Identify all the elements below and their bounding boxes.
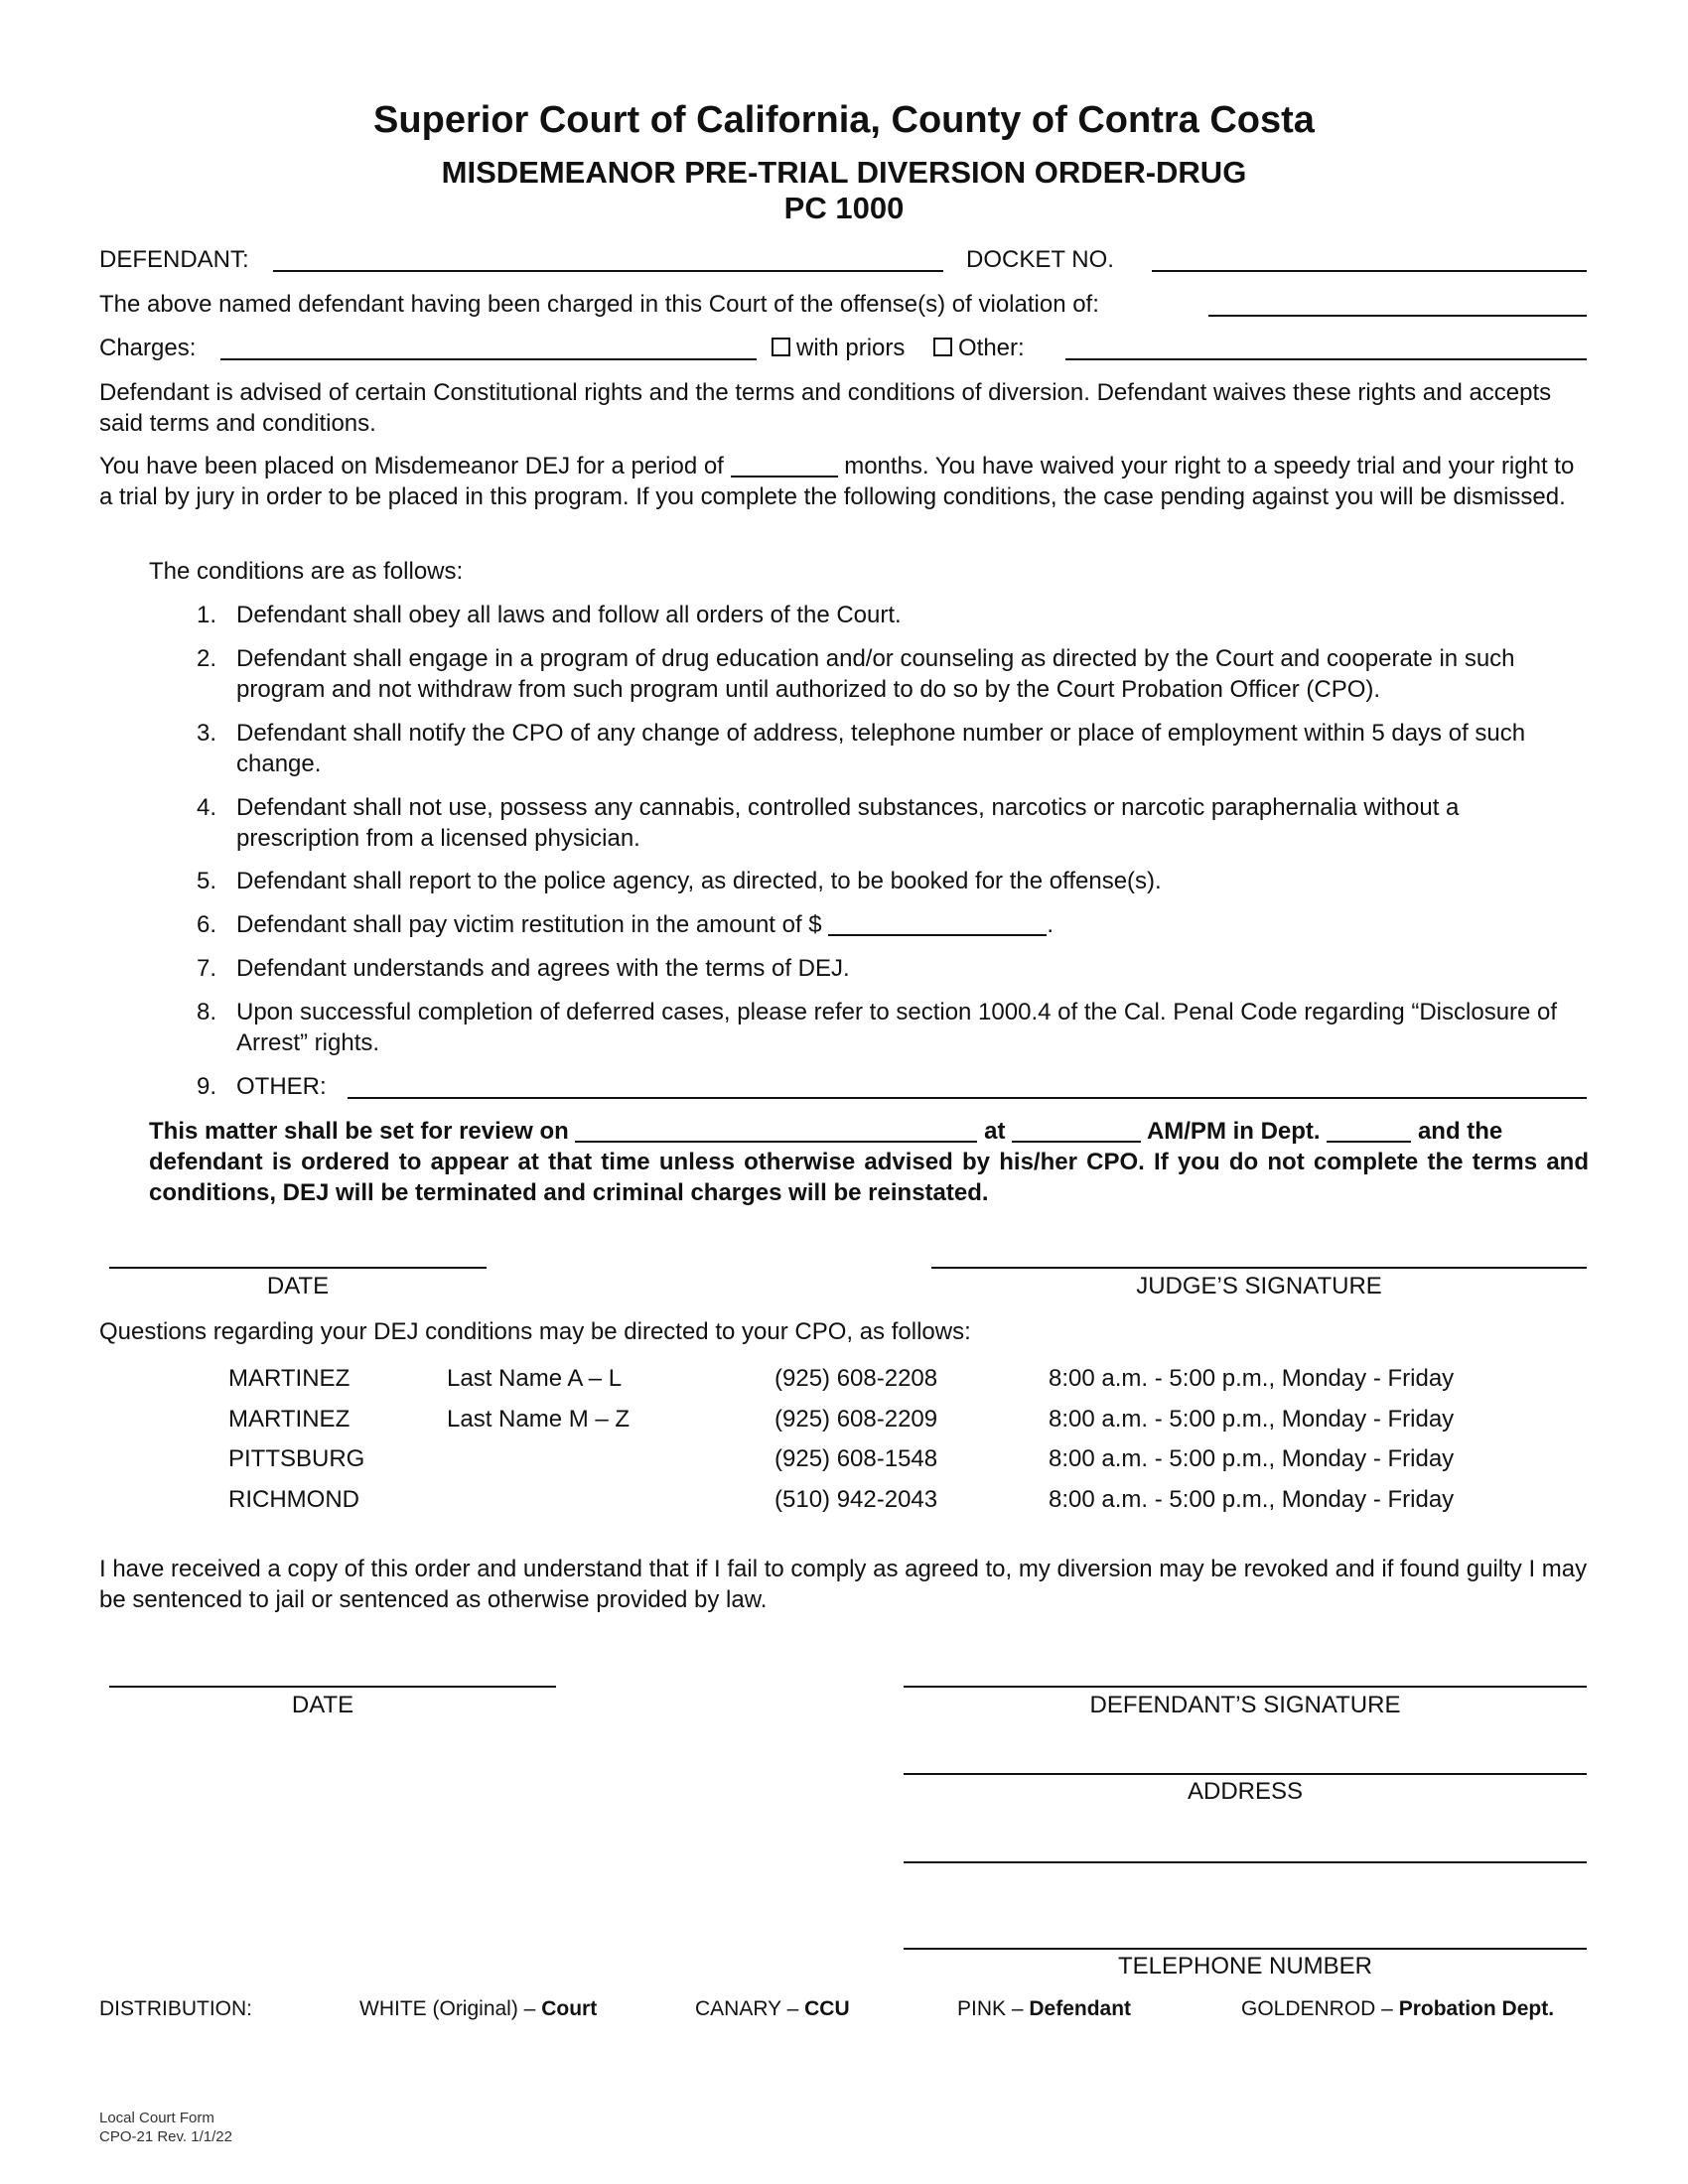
judge-signature-line[interactable] xyxy=(931,1267,1587,1269)
period-prefix: You have been placed on Misdemeanor DEJ for a period of xyxy=(99,453,724,479)
defendant-signature-label: DEFENDANT’S SIGNATURE xyxy=(1089,1692,1401,1718)
distribution-canary-recipient: CCU xyxy=(804,1997,850,2020)
period-paragraph xyxy=(99,451,1589,512)
distribution-pink-copy: PINK – xyxy=(957,1997,1024,2020)
form-name: Local Court Form xyxy=(99,2110,214,2126)
cpo-hours: 8:00 a.m. - 5:00 p.m., Monday - Friday xyxy=(1049,1406,1455,1433)
cpo-office: MARTINEZ xyxy=(228,1365,351,1392)
condition-number: 5. xyxy=(196,868,216,894)
judge-signature-label: JUDGE’S SIGNATURE xyxy=(1136,1273,1382,1299)
condition-text: Defendant shall engage in a program of drug education and/or counseling as directed by the Court and cooperate in such program and not withdraw from such program until authorized to do so by the Court Probation Officer (CPO). xyxy=(236,645,1515,703)
condition-text: Defendant shall obey all laws and follow all orders of the Court. xyxy=(236,602,902,628)
review-time-field[interactable] xyxy=(1012,1119,1141,1143)
condition-number: 4. xyxy=(196,794,216,821)
other-checkbox[interactable] xyxy=(933,333,1025,363)
review-text-1: This matter shall be set for review on xyxy=(149,1118,569,1145)
cpo-intro: Questions regarding your DEJ conditions may be directed to your CPO, as follows: xyxy=(99,1318,971,1345)
condition-text: Defendant understands and agrees with the terms of DEJ. xyxy=(236,955,850,982)
telephone-line[interactable] xyxy=(904,1948,1587,1950)
cpo-phone: (925) 608-2209 xyxy=(774,1406,938,1433)
review-line xyxy=(149,1116,1587,1147)
condition-number: 3. xyxy=(196,720,216,747)
period-suffix: months. You have waived your right to a speedy trial and your right to a trial by jury in order to be placed in this program. If you complete the following conditions, the case pending against you will be dismissed. xyxy=(99,453,1575,510)
condition-text: Upon successful completion of deferred cases, please refer to section 1000.4 of the Cal. Penal Code regarding “Disclosure of Arrest” rights. xyxy=(236,999,1558,1056)
condition-number: 6. xyxy=(196,911,216,938)
distribution-white-copy: WHITE (Original) – xyxy=(359,1997,536,2020)
charges-field[interactable] xyxy=(220,358,757,360)
checkbox-icon xyxy=(772,338,790,356)
period-months-field[interactable] xyxy=(731,454,838,478)
cpo-phone: (510) 942-2043 xyxy=(774,1486,938,1513)
distribution-white xyxy=(359,1997,597,2021)
court-title: Superior Court of California, County of Contra Costa xyxy=(373,99,1315,141)
cpo-hours: 8:00 a.m. - 5:00 p.m., Monday - Friday xyxy=(1049,1365,1455,1392)
with-priors-checkbox[interactable] xyxy=(772,333,905,363)
address-line-2[interactable] xyxy=(904,1861,1587,1863)
distribution-pink xyxy=(957,1997,1131,2021)
restitution-amount-field[interactable] xyxy=(828,912,1047,936)
cpo-phone: (925) 608-2208 xyxy=(774,1365,938,1392)
condition-number: 7. xyxy=(196,955,216,982)
distribution-label: DISTRIBUTION: xyxy=(99,1997,253,2020)
cpo-hours: 8:00 a.m. - 5:00 p.m., Monday - Friday xyxy=(1049,1445,1455,1472)
distribution-canary-copy: CANARY – xyxy=(695,1997,799,2020)
defendant-date-label: DATE xyxy=(291,1692,354,1718)
review-dept-field[interactable] xyxy=(1327,1119,1411,1143)
other-field[interactable] xyxy=(1065,358,1587,360)
condition-text: Defendant shall notify the CPO of any change of address, telephone number or place of employment within 5 days of such change. xyxy=(236,720,1526,777)
checkbox-icon xyxy=(933,338,952,356)
defendant-name-field[interactable] xyxy=(273,270,943,272)
distribution-goldenrod xyxy=(1241,1997,1554,2021)
distribution-canary xyxy=(695,1997,850,2021)
defendant-label: DEFENDANT: xyxy=(99,246,249,273)
condition-number: 8. xyxy=(196,999,216,1025)
distribution-pink-recipient: Defendant xyxy=(1029,1997,1132,2020)
other-condition-field[interactable] xyxy=(348,1097,1587,1099)
cpo-office: RICHMOND xyxy=(228,1486,359,1513)
violation-field[interactable] xyxy=(1208,315,1587,317)
defendant-date-line[interactable] xyxy=(109,1686,556,1688)
review-text-4: and the xyxy=(1417,1118,1503,1145)
condition-text: OTHER: xyxy=(236,1073,327,1100)
review-paragraph: defendant is ordered to appear at that time unless otherwise advised by his/her CPO. If you do not complete the terms and conditions, DEJ will be terminated and criminal charges will be reinstated. xyxy=(149,1149,1589,1206)
cpo-office: MARTINEZ xyxy=(228,1406,351,1433)
condition-number: 1. xyxy=(196,602,216,628)
condition-text: Defendant shall not use, possess any cannabis, controlled substances, narcotics or narcotic paraphernalia without a prescription from a licensed physician. xyxy=(236,794,1460,852)
review-text-3: AM/PM in Dept. xyxy=(1146,1118,1321,1145)
order-title: MISDEMEANOR PRE-TRIAL DIVERSION ORDER-DRUG xyxy=(441,155,1247,190)
form-revision: CPO-21 Rev. 1/1/22 xyxy=(99,2128,232,2145)
condition-text: Defendant shall report to the police agency, as directed, to be booked for the offense(s). xyxy=(236,868,1162,894)
address-label: ADDRESS xyxy=(1187,1778,1304,1805)
code-title: PC 1000 xyxy=(783,191,905,225)
cpo-phone: (925) 608-1548 xyxy=(774,1445,938,1472)
distribution-goldenrod-copy: GOLDENROD – xyxy=(1241,1997,1393,2020)
address-line[interactable] xyxy=(904,1773,1587,1775)
distribution-white-recipient: Court xyxy=(541,1997,598,2020)
condition-text: Defendant shall pay victim restitution in the amount of $ . xyxy=(236,911,1054,938)
restitution-text: Defendant shall pay victim restitution in the amount of $ xyxy=(236,911,822,938)
defendant-signature-line[interactable] xyxy=(904,1686,1587,1688)
cpo-hours: 8:00 a.m. - 5:00 p.m., Monday - Friday xyxy=(1049,1486,1455,1513)
judge-date-line[interactable] xyxy=(109,1267,487,1269)
cpo-names: Last Name A – L xyxy=(447,1365,623,1392)
advised-paragraph: Defendant is advised of certain Constitutional rights and the terms and conditions of diversion. Defendant waives these rights and accepts said terms and conditions. xyxy=(99,379,1552,437)
condition-number: 2. xyxy=(196,645,216,672)
distribution-goldenrod-recipient: Probation Dept. xyxy=(1398,1997,1555,2020)
charged-text: The above named defendant having been charged in this Court of the offense(s) of violation of: xyxy=(99,291,1099,318)
with-priors-label: with priors xyxy=(796,335,906,361)
acknowledgement: I have received a copy of this order and understand that if I fail to comply as agreed to, my diversion may be revoked and if found guilty I may be sentenced to jail or sentenced as otherwise provided by law. xyxy=(99,1556,1588,1613)
other-label: Other: xyxy=(958,335,1025,361)
review-date-field[interactable] xyxy=(575,1119,977,1143)
conditions-intro: The conditions are as follows: xyxy=(149,558,464,585)
docket-label: DOCKET NO. xyxy=(966,246,1114,273)
review-text-2: at xyxy=(984,1118,1006,1145)
docket-number-field[interactable] xyxy=(1152,270,1587,272)
telephone-label: TELEPHONE NUMBER xyxy=(1117,1953,1373,1979)
cpo-names: Last Name M – Z xyxy=(447,1406,631,1433)
judge-date-label: DATE xyxy=(266,1273,330,1299)
condition-number: 9. xyxy=(196,1073,216,1100)
cpo-office: PITTSBURG xyxy=(228,1445,365,1472)
charges-label: Charges: xyxy=(99,335,197,361)
